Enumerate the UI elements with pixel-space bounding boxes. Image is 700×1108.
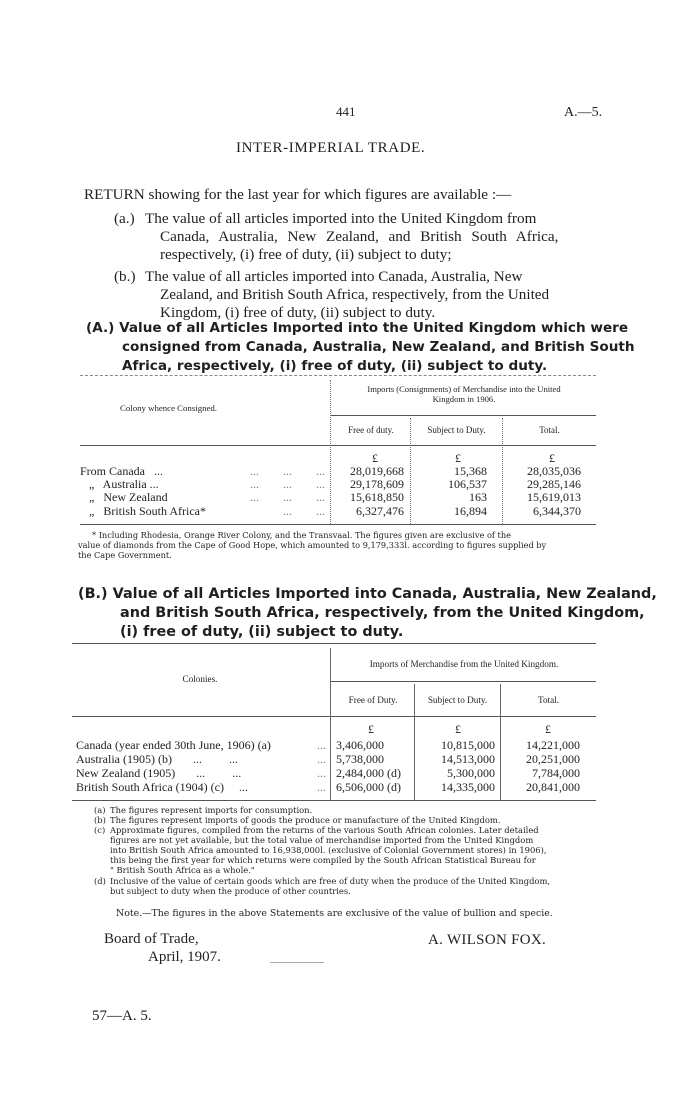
table-a-col-total: Total. bbox=[539, 425, 560, 435]
page-title: INTER-IMPERIAL TRADE. bbox=[236, 140, 426, 156]
table-b-col-total: Total. bbox=[537, 695, 560, 705]
table-a-group-header-line-1: Imports (Consignments) of Merchandise into the United bbox=[367, 384, 561, 394]
table-a-bottom-rule bbox=[80, 524, 596, 525]
table-b-divider-1 bbox=[330, 648, 331, 800]
table-a-header-rule bbox=[80, 445, 596, 446]
table-a-divider-1 bbox=[330, 380, 331, 524]
cell-total: 20,841,000 bbox=[526, 780, 580, 794]
footnote-c-line-5: " British South Africa as a whole." bbox=[110, 865, 255, 875]
cell-free: 15,618,850 bbox=[350, 490, 404, 504]
table-a-row-header: Colony whence Consigned. bbox=[120, 403, 217, 413]
signature-date: April, 1907. bbox=[148, 949, 221, 965]
footnote-d-line-2: but subject to duty when the produce of other countries. bbox=[110, 886, 351, 896]
row-label: „ Australia ... bbox=[80, 477, 159, 491]
table-b-currency-free: £ bbox=[368, 722, 374, 736]
page-number: 441 bbox=[336, 104, 356, 119]
footer-reference: 57—A. 5. bbox=[92, 1008, 152, 1024]
closing-note: Note.—The figures in the above Statements are exclusive of the value of bullion and specie. bbox=[116, 908, 553, 919]
cell-free: 5,738,000 bbox=[336, 752, 384, 766]
footnote-c-line-2: figures are not yet available, but the total value of merchandise imported from the United Kingdom bbox=[110, 835, 534, 845]
signature-office: Board of Trade, bbox=[104, 931, 199, 947]
cell-total: 6,344,370 bbox=[533, 504, 581, 518]
intro-lead: RETURN showing for the last year for which figures are available :— bbox=[84, 186, 512, 203]
table-b-col-subject: Subject to Duty. bbox=[427, 695, 488, 705]
table-b-heading-line-3: (i) free of duty, (ii) subject to duty. bbox=[120, 624, 404, 640]
cell-free: 29,178,609 bbox=[350, 477, 404, 491]
row-label: Canada (year ended 30th June, 1906) (a) bbox=[76, 738, 271, 752]
cell-total: 14,221,000 bbox=[526, 738, 580, 752]
cell-subject: 16,894 bbox=[454, 504, 487, 518]
footnote-a-marker: (a) bbox=[94, 805, 106, 815]
row-leader: ... bbox=[317, 752, 326, 766]
table-a-heading-line-1: (A.) Value of all Articles Imported into the United Kingdom which were bbox=[86, 320, 629, 336]
footnote-d-marker: (d) bbox=[94, 876, 106, 886]
footnote-b-marker: (b) bbox=[94, 815, 106, 825]
item-b-line-1: The value of all articles imported into Canada, Australia, New bbox=[145, 268, 523, 285]
cell-subject: 15,368 bbox=[454, 464, 487, 478]
row-leader: ... ... ... bbox=[250, 490, 325, 504]
cell-total: 15,619,013 bbox=[527, 490, 581, 504]
table-b-col-free: Free of Duty. bbox=[348, 695, 398, 705]
footnote-c-line-1: Approximate figures, compiled from the returns of the various South African colonies. Later detailed bbox=[110, 825, 539, 835]
signature-rule bbox=[270, 962, 324, 963]
row-leader: ... ... ... bbox=[250, 464, 325, 478]
table-a-heading-line-2: consigned from Canada, Australia, New Zealand, and British South bbox=[122, 339, 635, 355]
cell-subject: 163 bbox=[469, 490, 487, 504]
item-b-line-2: Zealand, and British South Africa, respectively, from the United bbox=[160, 286, 550, 303]
signature-name: A. WILSON FOX. bbox=[428, 932, 547, 948]
footnote-d-line-1: Inclusive of the value of certain goods which are free of duty when the produce of the United Kingdom, bbox=[110, 876, 551, 886]
table-b-bottom-rule bbox=[72, 800, 596, 801]
table-b-heading-line-2: and British South Africa, respectively, from the United Kingdom, bbox=[120, 605, 645, 621]
cell-subject: 5,300,000 bbox=[447, 766, 495, 780]
table-b-heading-line-1: (B.) Value of all Articles Imported into Canada, Australia, New Zealand, bbox=[78, 586, 657, 602]
table-b-group-header: Imports of Merchandise from the United Kingdom. bbox=[369, 659, 559, 669]
footnote-c-line-4: this being the first year for which returns were compiled by the South African Statistical Bureau for bbox=[110, 855, 536, 865]
table-a-group-header-line-2: Kingdom in 1906. bbox=[432, 394, 496, 404]
cell-total: 29,285,146 bbox=[527, 477, 581, 491]
table-b-top-rule bbox=[72, 643, 596, 644]
item-a-marker: (a.) bbox=[114, 210, 135, 227]
table-a-footnote-line-3: the Cape Government. bbox=[78, 550, 172, 560]
cell-free: 3,406,000 bbox=[336, 738, 384, 752]
table-a-heading-line-3: Africa, respectively, (i) free of duty, (ii) subject to duty. bbox=[122, 358, 548, 374]
table-a-currency-free: £ bbox=[372, 451, 378, 465]
item-b-line-3: Kingdom, (i) free of duty, (ii) subject to duty. bbox=[160, 304, 436, 321]
footnote-b-line-1: The figures represent imports of goods the produce or manufacture of the United Kingdom. bbox=[110, 815, 501, 825]
table-a-group-rule bbox=[330, 415, 596, 416]
table-a-top-rule bbox=[80, 375, 596, 376]
cell-subject: 106,537 bbox=[448, 477, 487, 491]
item-b-marker: (b.) bbox=[114, 268, 136, 285]
series-number: A.—5. bbox=[564, 105, 603, 120]
row-leader: ... bbox=[317, 738, 326, 752]
table-a-currency-subject: £ bbox=[455, 451, 461, 465]
row-label: New Zealand (1905) ... ... bbox=[76, 766, 242, 780]
row-label: „ British South Africa* bbox=[80, 504, 206, 518]
table-a-footnote-line-1: * Including Rhodesia, Orange River Colony, and the Transvaal. The figures given are exclusive of the bbox=[92, 530, 511, 540]
cell-free: 2,484,000 (d) bbox=[336, 766, 401, 780]
cell-free: 6,506,000 (d) bbox=[336, 780, 401, 794]
table-b-currency-subject: £ bbox=[455, 722, 461, 736]
table-b-row-header: Colonies. bbox=[182, 674, 218, 684]
table-a-footnote-line-2: value of diamonds from the Cape of Good Hope, which amounted to 9,179,333l. according to figures supplied by bbox=[78, 540, 547, 550]
table-b-group-rule bbox=[330, 681, 596, 682]
row-leader: ... ... ... bbox=[250, 477, 325, 491]
cell-free: 6,327,476 bbox=[356, 504, 404, 518]
footnote-c-marker: (c) bbox=[94, 825, 106, 835]
row-leader: ... bbox=[317, 780, 326, 794]
row-label: „ New Zealand bbox=[80, 490, 168, 504]
table-a-col-subject: Subject to Duty. bbox=[427, 425, 486, 435]
row-label: Australia (1905) (b) ... ... bbox=[76, 752, 238, 766]
table-b-header-rule bbox=[72, 716, 596, 717]
footnote-c-line-3: into British South Africa amounted to 16,938,000l. (exclusive of Colonial Government stores) in 1906), bbox=[110, 845, 547, 855]
item-a-line-2: Canada, Australia, New Zealand, and British South Africa, bbox=[160, 228, 559, 245]
row-leader: ... bbox=[317, 766, 326, 780]
table-a-col-free: Free of duty. bbox=[348, 425, 394, 435]
cell-subject: 10,815,000 bbox=[441, 738, 495, 752]
row-label: British South Africa (1904) (c) ... bbox=[76, 780, 248, 794]
item-a-line-3: respectively, (i) free of duty, (ii) subject to duty; bbox=[160, 246, 452, 263]
cell-free: 28,019,668 bbox=[350, 464, 404, 478]
table-a-currency-total: £ bbox=[549, 451, 555, 465]
cell-total: 28,035,036 bbox=[527, 464, 581, 478]
footnote-a-line-1: The figures represent imports for consumption. bbox=[110, 805, 313, 815]
row-leader: ... ... bbox=[283, 504, 325, 518]
cell-subject: 14,513,000 bbox=[441, 752, 495, 766]
cell-subject: 14,335,000 bbox=[441, 780, 495, 794]
cell-total: 20,251,000 bbox=[526, 752, 580, 766]
item-a-line-1: The value of all articles imported into the United Kingdom from bbox=[145, 210, 537, 227]
cell-total: 7,784,000 bbox=[532, 766, 580, 780]
row-label: From Canada ... bbox=[80, 464, 163, 478]
table-b-currency-total: £ bbox=[545, 722, 551, 736]
